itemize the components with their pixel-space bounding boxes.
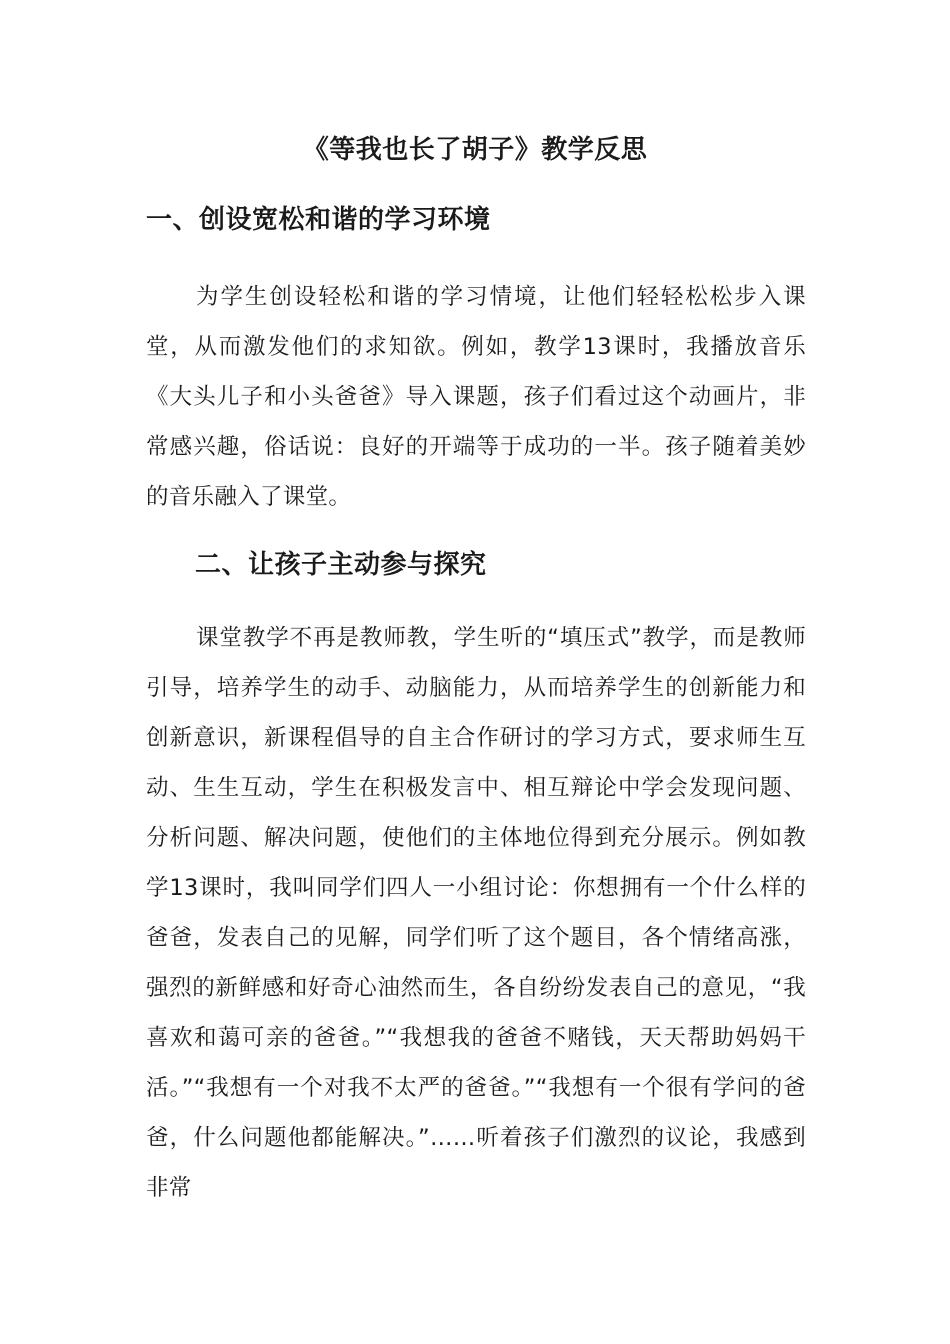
section-paragraph-2: 课堂教学不再是教师教，学生听的“填压式”教学，而是教师引导，培养学生的动手、动脑能力，从而培养学生的创新能力和创新意识，新课程倡导的自主合作研讨的学习方式，要求师生互动、生生互动，学生在积极发言中、相互辩论中学会发现问题、分析问题、解决问题，使他们的主体地位得到充分展示。例如教学13课时，我叫同学们四人一小组讨论：你想拥有一个什么样的爸爸，发表自己的见解，同学们听了这个题目，各个情绪高涨，强烈的新鲜感和好奇心油然而生，各自纷纷发表自己的意见，“我喜欢和蔼可亲的爸爸。”“我想我的爸爸不赌钱，天天帮助妈妈干活。”“我想有一个对我不太严的爸爸。”“我想有一个很有学问的爸爸，什么问题他都能解决。”……听着孩子们激烈的议论，我感到非常 [146, 625, 806, 1201]
section-heading-1: 一、创设宽松和谐的学习环境 [146, 205, 491, 235]
document-title: 《等我也长了胡子》教学反思 [302, 135, 648, 165]
section-heading-2: 二、让孩子主动参与探究 [195, 550, 487, 580]
section-paragraph-1: 为学生创设轻松和谐的学习情境，让他们轻轻松松步入课堂，从而激发他们的求知欲。例如，教学13课时，我播放音乐《大头儿子和小头爸爸》导入课题，孩子们看过这个动画片，非常感兴趣，俗话说：良好的开端等于成功的一半。孩子随着美妙的音乐融入了课堂。 [146, 284, 806, 510]
